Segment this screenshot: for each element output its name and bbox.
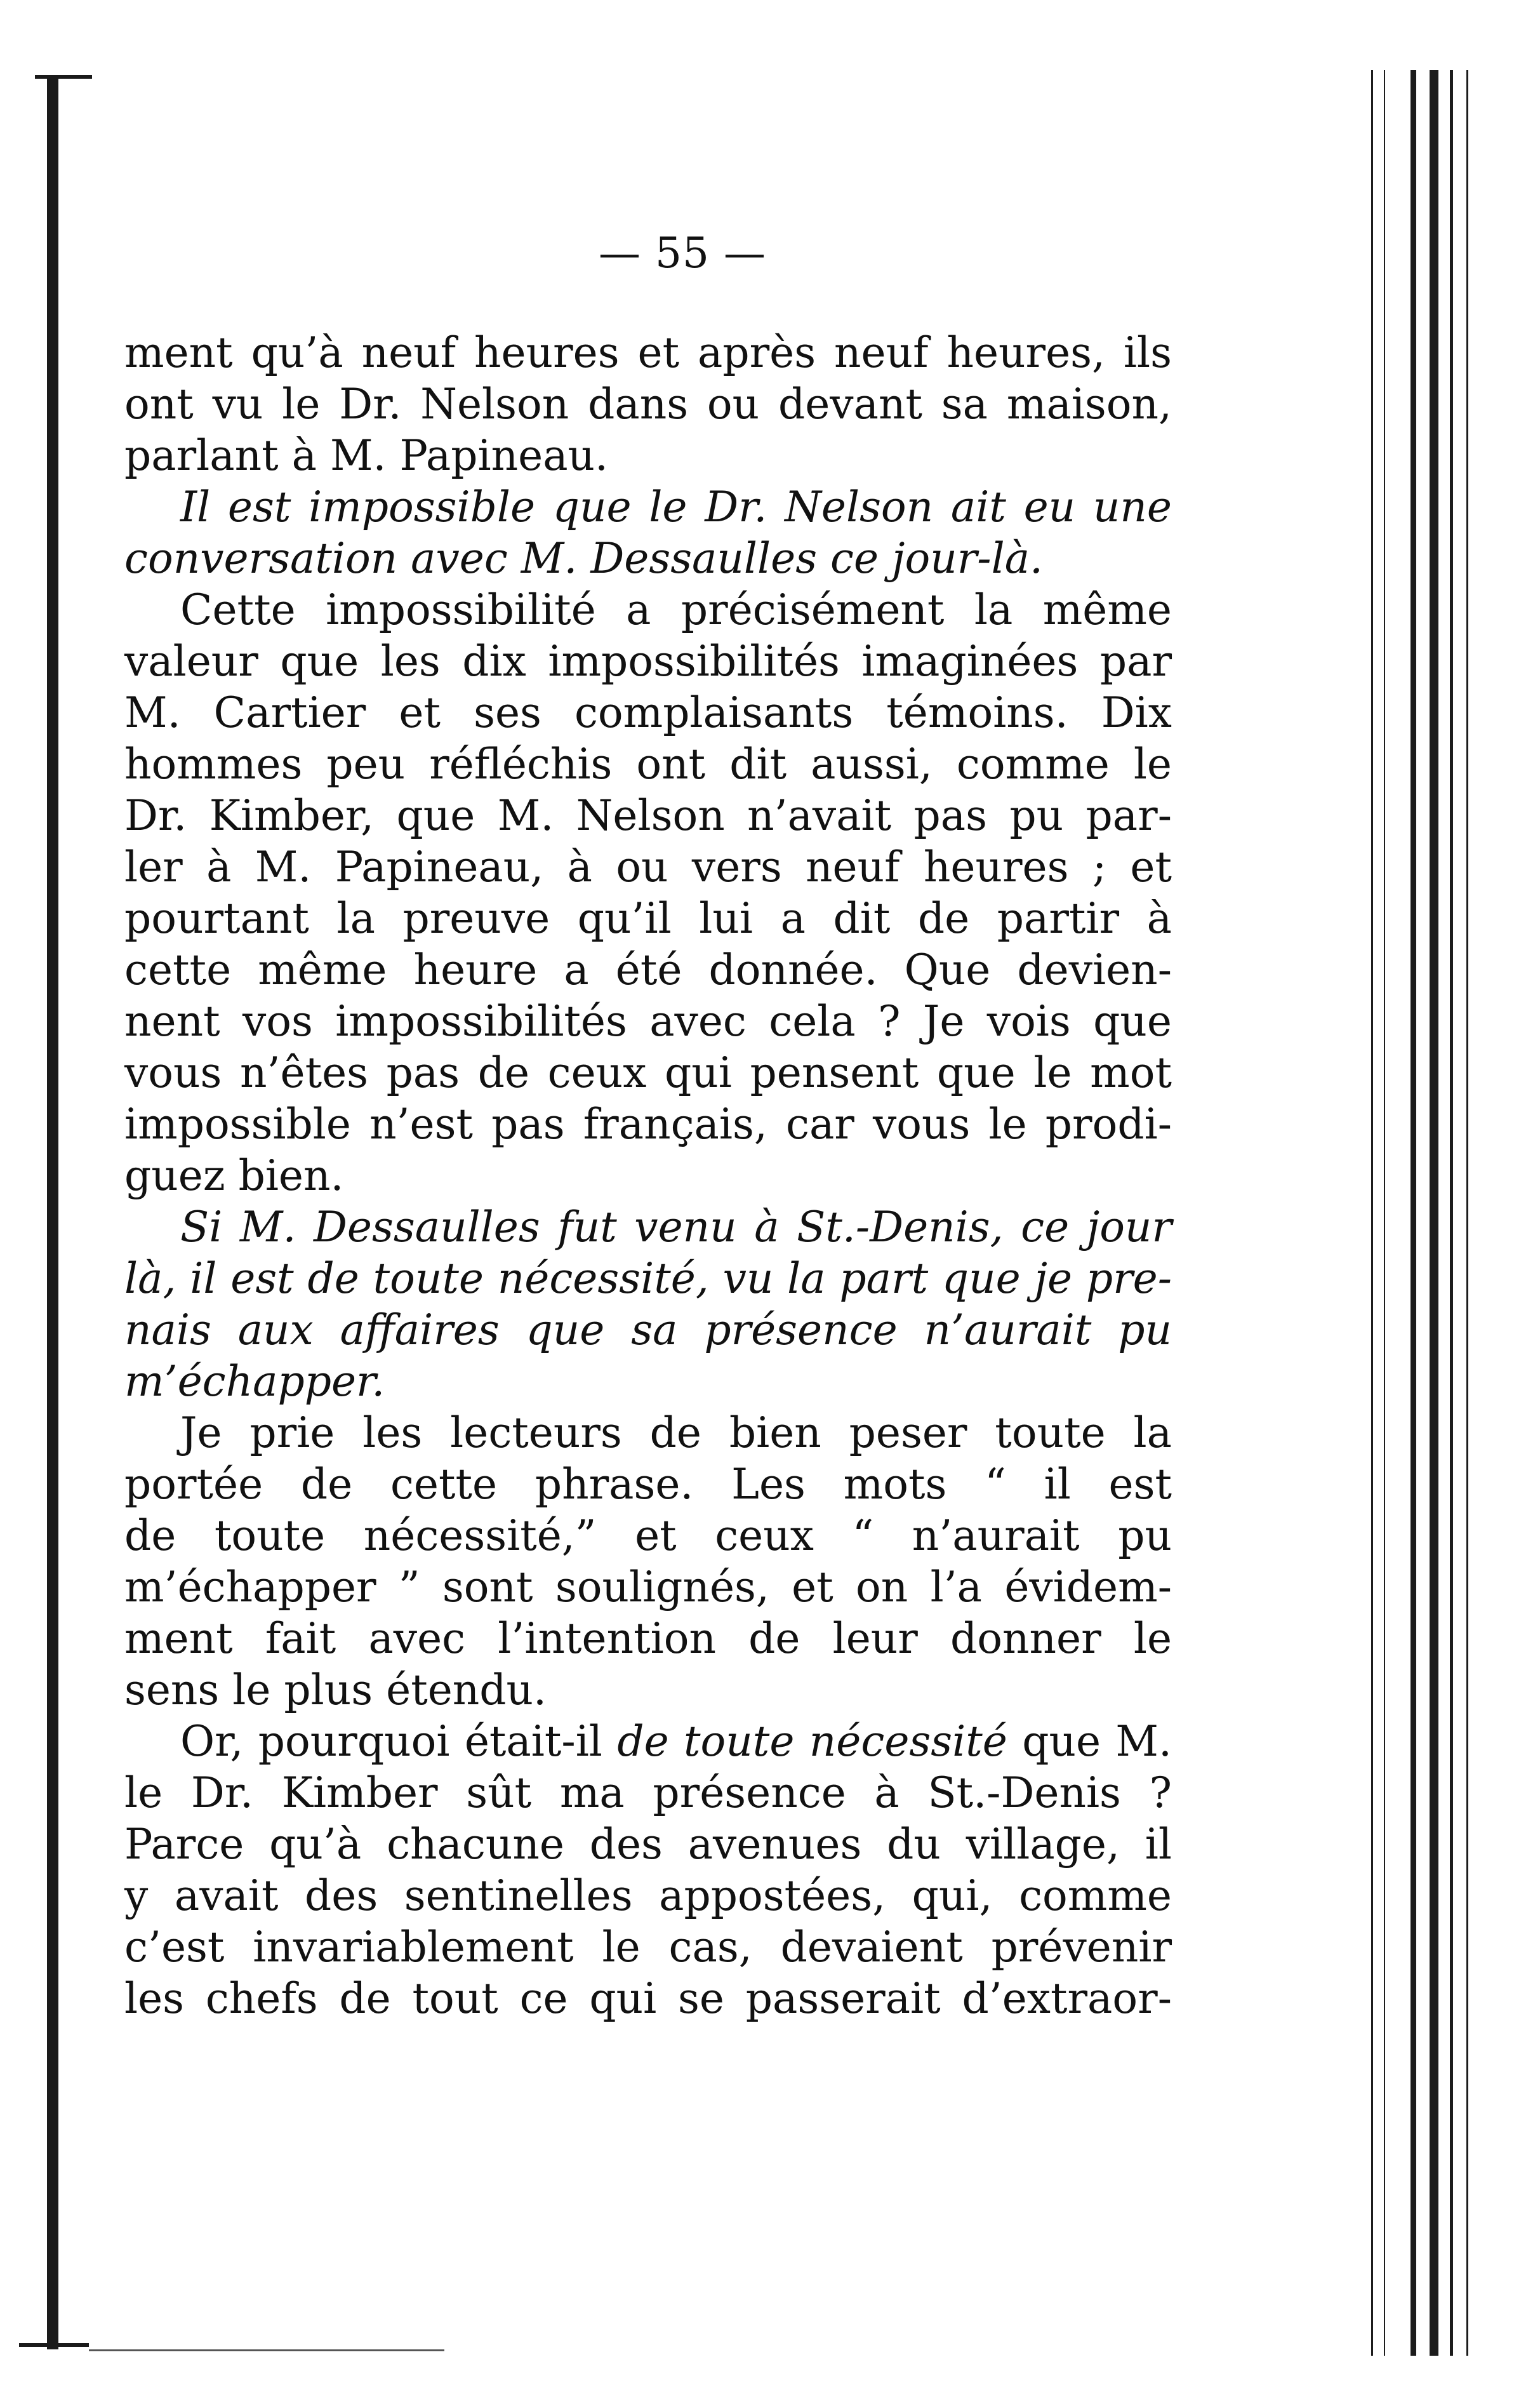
italic-phrase: de toute nécessité [617,1717,1007,1766]
text-line: conversation avec M. Dessaulles ce jour-là. [124,534,1044,583]
scan-bottom-edge [89,2349,444,2351]
text-line: là, il est de toute nécessité, vu la part que je pre- [124,1254,1172,1303]
text-line: Il est impossible que le Dr. Nelson ait eu une [180,483,1172,531]
text-line: ont vu le Dr. Nelson dans ou devant sa maison, [124,380,1172,429]
text-line: guez bien. [124,1151,344,1200]
scan-edge-mark [35,75,92,79]
text-line: parlant à M. Papineau. [124,431,609,480]
scan-right-edge [1371,70,1485,2356]
text-line: m’échapper ” sont soulignés, et on l’a évidem- [124,1563,1172,1612]
text-line: le Dr. Kimber sût ma présence à St.-Denis ? [124,1768,1172,1817]
text-line: Dr. Kimber, que M. Nelson n’avait pas pu par- [124,791,1172,840]
text-line: Parce qu’à chacune des avenues du village, il [124,1820,1172,1869]
text-line: Si M. Dessaulles fut venu à St.-Denis, ce jour [180,1203,1172,1252]
text-line: pourtant la preuve qu’il lui a dit de partir à [124,894,1172,943]
text-line: M. Cartier et ses complaisants témoins. Dix [124,688,1172,737]
text-line: vous n’êtes pas de ceux qui pensent que le mot [124,1048,1172,1097]
page-body [124,327,1172,2024]
text-line: de toute nécessité,” et ceux “ n’aurait pu [124,1511,1172,1560]
text-line: ment qu’à neuf heures et après neuf heures, ils [124,328,1172,377]
text-line: impossible n’est pas français, car vous le prodi- [124,1100,1172,1149]
text-line: nais aux affaires que sa présence n’aurait pu [124,1305,1172,1354]
text-line: c’est invariablement le cas, devaient prévenir [124,1923,1172,1972]
text-line: portée de cette phrase. Les mots “ il est [124,1460,1172,1509]
scan-edge-mark [19,2343,89,2347]
text-line: hommes peu réfléchis ont dit aussi, comme le [124,740,1172,789]
text-line: Je prie les lecteurs de bien peser toute la [180,1408,1172,1457]
text-line: cette même heure a été donnée. Que devien- [124,945,1172,994]
text-line: Cette impossibilité a précisément la même [180,585,1172,634]
scan-left-edge [47,76,58,2349]
text-line: ment fait avec l’intention de leur donner le [124,1614,1172,1663]
text-line: les chefs de tout ce qui se passerait d’extraor- [124,1974,1172,2023]
text-line: valeur que les dix impossibilités imaginées par [124,637,1172,686]
text-line: ler à M. Papineau, à ou vers neuf heures ; et [124,843,1172,891]
text-line: sens le plus étendu. [124,1666,547,1714]
page-number: — 55 — [599,229,766,277]
text-line: nent vos impossibilités avec cela ? Je vois que [124,997,1172,1046]
text-line: m’échapper. [124,1357,385,1406]
text-line: Or, pourquoi était-il de toute nécessité que M. [180,1717,1172,1766]
text-line: y avait des sentinelles appostées, qui, comme [124,1871,1172,1920]
